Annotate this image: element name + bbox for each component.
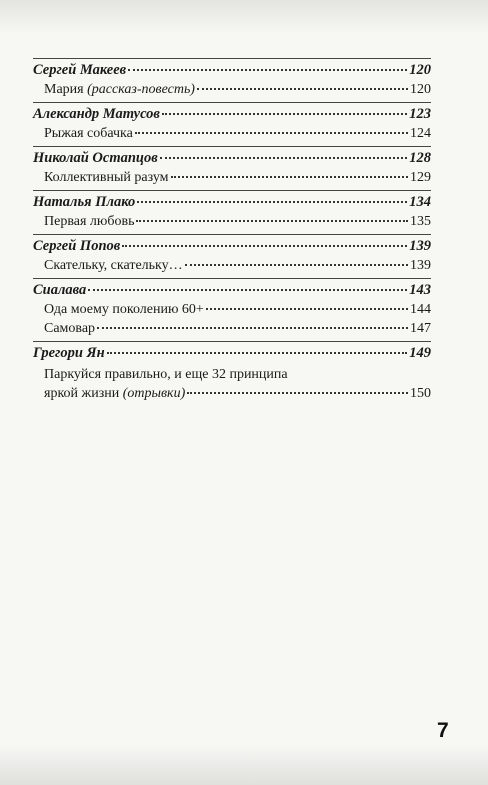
toc-author-row[interactable] — [33, 105, 431, 124]
toc-entry-ostaptsov — [33, 146, 431, 190]
toc-entry-matusov — [33, 102, 431, 146]
work-page: 150 — [410, 386, 431, 401]
toc-work-row[interactable] — [33, 80, 431, 99]
work-title: Коллективный разум — [44, 170, 169, 185]
toc-entry-plako — [33, 190, 431, 234]
work-title: Ода моему поколению 60+ — [44, 302, 204, 317]
work-page: 120 — [410, 82, 431, 97]
toc-entry-makeev — [33, 58, 431, 102]
work-title-line2: яркой жизни — [44, 386, 120, 401]
dot-leader — [97, 327, 408, 329]
toc-author-row[interactable] — [33, 61, 431, 80]
toc-work-row[interactable] — [33, 212, 431, 231]
author-name: Сергей Попов — [33, 238, 121, 254]
dot-leader — [160, 157, 408, 159]
toc-author-row[interactable] — [33, 149, 431, 168]
work-title: Первая любовь — [44, 214, 135, 229]
dot-leader — [122, 245, 407, 247]
toc-author-row[interactable] — [33, 237, 431, 256]
work-subtitle: (рассказ-повесть) — [87, 82, 195, 97]
work-page: 147 — [410, 321, 431, 336]
author-page: 134 — [409, 194, 431, 210]
toc-work-row[interactable] — [33, 168, 431, 187]
work-page: 139 — [410, 258, 431, 273]
author-name: Сиалава — [33, 282, 87, 298]
work-title: Самовар — [44, 321, 96, 336]
toc-work-row-multiline[interactable] — [33, 363, 431, 403]
page-top-shadow — [0, 0, 488, 34]
dot-leader — [137, 201, 407, 203]
dot-leader — [206, 308, 408, 310]
work-title: Рыжая собачка — [44, 126, 133, 141]
dot-leader — [88, 289, 407, 291]
toc-work-row[interactable] — [33, 256, 431, 275]
toc-author-row[interactable] — [33, 193, 431, 212]
author-name: Грегори Ян — [33, 345, 105, 361]
dot-leader — [128, 69, 407, 71]
work-title: Скательку, скательку… — [44, 258, 183, 273]
work-page: 124 — [410, 126, 431, 141]
dot-leader — [187, 392, 408, 394]
dot-leader — [171, 176, 409, 178]
dot-leader — [162, 113, 407, 115]
dot-leader — [136, 220, 408, 222]
work-page: 135 — [410, 214, 431, 229]
toc-entry-popov — [33, 234, 431, 278]
toc-author-row[interactable] — [33, 281, 431, 300]
work-title: Мария — [44, 82, 84, 97]
work-title-line1: Паркуйся правильно, и еще 32 принципа — [44, 367, 288, 382]
dot-leader — [197, 88, 408, 90]
author-name: Александр Матусов — [33, 106, 160, 122]
author-name: Наталья Плако — [33, 194, 136, 210]
author-name: Николай Остапцов — [33, 150, 158, 166]
toc-entry-yan — [33, 341, 431, 406]
page-bottom-shadow — [0, 745, 488, 785]
author-name: Сергей Макеев — [33, 62, 127, 78]
toc-work-row[interactable] — [33, 124, 431, 143]
dot-leader — [185, 264, 408, 266]
author-page: 149 — [409, 345, 431, 361]
toc-author-row[interactable] — [33, 344, 431, 363]
table-of-contents — [33, 58, 431, 406]
dot-leader — [107, 352, 408, 354]
toc-entry-sialava — [33, 278, 431, 341]
author-page: 143 — [409, 282, 431, 298]
author-page: 139 — [409, 238, 431, 254]
dot-leader — [135, 132, 408, 134]
work-page: 144 — [410, 302, 431, 317]
toc-work-row[interactable] — [33, 319, 431, 338]
page-number: 7 — [437, 719, 449, 742]
toc-work-row[interactable] — [33, 300, 431, 319]
work-page: 129 — [410, 170, 431, 185]
work-subtitle: (отрывки) — [122, 386, 186, 401]
author-page: 128 — [409, 150, 431, 166]
author-page: 123 — [409, 106, 431, 122]
author-page: 120 — [409, 62, 431, 78]
